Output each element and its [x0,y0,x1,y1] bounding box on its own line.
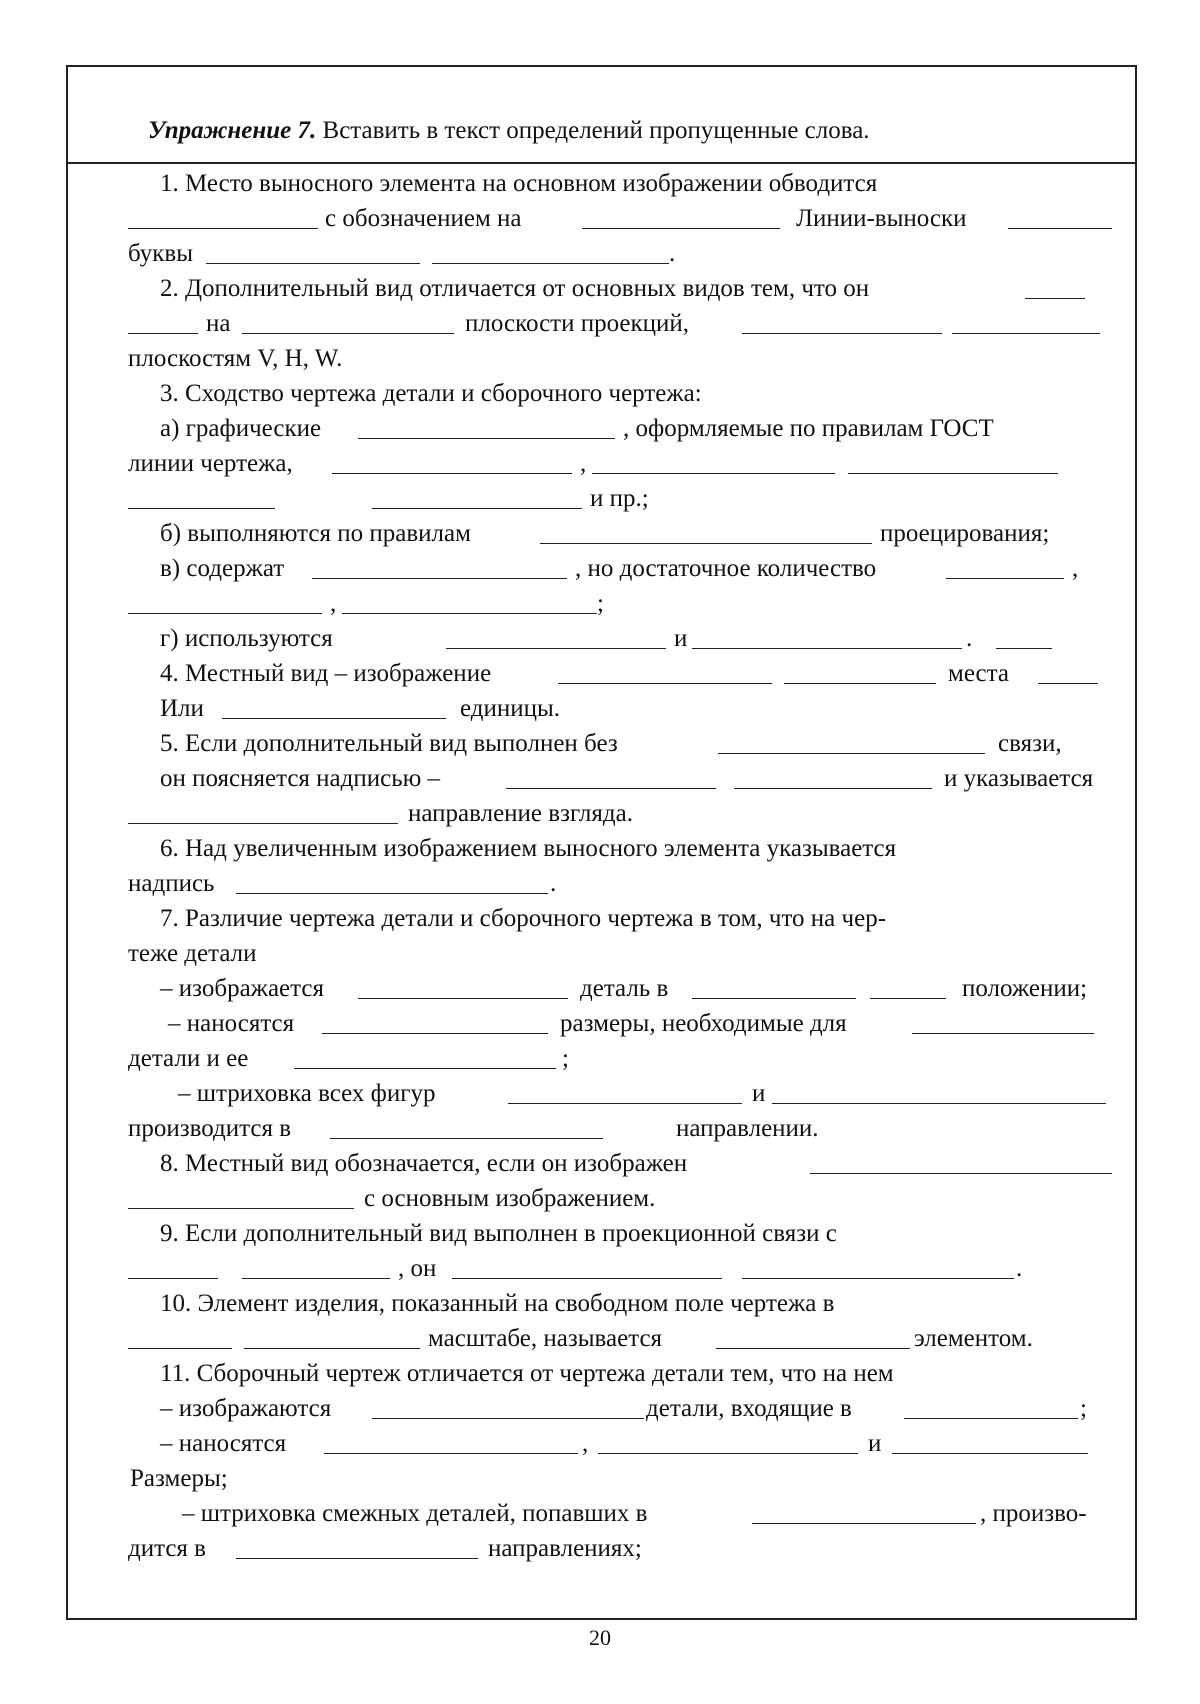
text-line [0,1357,1200,1391]
blank-line[interactable] [244,1348,420,1349]
line-text: единицы. [460,695,561,722]
line-text: и пр.; [590,485,649,512]
text-line [0,692,1200,726]
line-text: размеры, необходимые для [560,1010,847,1037]
blank-line[interactable] [128,1348,232,1349]
blank-line[interactable] [996,648,1052,649]
text-line [0,937,1200,971]
blank-line[interactable] [742,1278,1014,1279]
line-text: 4. Местный вид – изображение [160,660,492,687]
line-text: масштабе, называется [428,1325,663,1352]
line-text: , [330,590,337,617]
blank-line[interactable] [324,1453,578,1454]
blank-line[interactable] [432,263,669,264]
line-text: надпись [128,870,215,897]
blank-line[interactable] [784,683,936,684]
blank-line[interactable] [952,333,1100,334]
line-text: места [948,660,1009,687]
line-text: и [868,1430,882,1457]
line-text: деталь в [580,975,669,1002]
blank-line[interactable] [128,228,318,229]
text-line [0,867,1200,901]
blank-line[interactable] [892,1453,1088,1454]
line-text: детали и ее [128,1045,249,1072]
line-text: . [966,625,973,652]
line-text: 10. Элемент изделия, показанный на свободном поле чертежа в [160,1290,835,1317]
line-text: – наносятся [160,1430,287,1457]
line-text: на [206,310,231,337]
blank-line[interactable] [242,1278,390,1279]
blank-line[interactable] [848,473,1058,474]
text-line [0,1042,1200,1076]
line-text: плоскости проекций, [465,310,690,337]
line-text: с основным изображением. [364,1185,656,1212]
blank-line[interactable] [206,263,420,264]
line-text: ; [1080,1395,1087,1422]
line-text: – изображаются [160,1395,332,1422]
blank-line[interactable] [128,1278,218,1279]
blank-line[interactable] [358,438,615,439]
text-line [0,1392,1200,1426]
blank-line[interactable] [332,473,572,474]
line-text: детали, входящие в [646,1395,852,1422]
blank-line[interactable] [1025,298,1085,299]
line-text: а) графические [160,415,322,442]
text-line [0,1462,1200,1496]
text-line [0,377,1200,411]
line-text: 5. Если дополнительный вид выполнен без [160,730,618,757]
blank-line[interactable] [742,333,942,334]
text-line [0,587,1200,621]
line-text: 8. Местный вид обозначается, если он изображен [160,1150,688,1177]
blank-line[interactable] [342,613,597,614]
line-text: , [580,450,587,477]
text-line [0,902,1200,936]
line-text: 9. Если дополнительный вид выполнен в проекционной связи с [160,1220,837,1247]
blank-line[interactable] [598,1453,858,1454]
blank-line[interactable] [870,998,946,999]
line-text: направлении. [676,1115,819,1142]
text-line [0,1147,1200,1181]
blank-line[interactable] [222,718,446,719]
blank-line[interactable] [1008,228,1112,229]
line-text: ; [562,1045,569,1072]
line-text: теже детали [128,940,257,967]
line-text: ; [597,590,604,617]
blank-line[interactable] [242,333,454,334]
blank-line[interactable] [582,228,780,229]
text-line [0,1427,1200,1461]
text-line [0,832,1200,866]
blank-line[interactable] [718,753,985,754]
line-text: Размеры; [130,1465,228,1492]
text-line [0,657,1200,691]
blank-line[interactable] [236,893,548,894]
blank-line[interactable] [772,1103,1106,1104]
blank-line[interactable] [330,1138,603,1139]
text-line [0,342,1200,376]
blank-line[interactable] [558,683,772,684]
blank-line[interactable] [540,543,872,544]
line-text: , но достаточное количество [575,555,877,582]
line-text: – изображается [160,975,324,1002]
line-text: 3. Сходство чертежа детали и сборочного чертежа: [160,380,702,407]
text-line [0,1077,1200,1111]
blank-line[interactable] [692,648,962,649]
blank-line[interactable] [810,1173,1112,1174]
line-text: 7. Различие чертежа детали и сборочного чертежа в том, что на чер- [160,905,887,932]
line-text: 2. Дополнительный вид отличается от основных видов тем, что он [160,275,870,302]
text-line [0,272,1200,306]
blank-line[interactable] [322,1033,548,1034]
blank-line[interactable] [734,788,932,789]
blank-line[interactable] [236,1558,478,1559]
line-text: . [669,240,676,267]
blank-line[interactable] [128,333,198,334]
line-text: направлениях; [488,1535,642,1562]
text-line [0,972,1200,1006]
line-text: . [550,870,557,897]
blank-line[interactable] [128,613,322,614]
exercise-label: Упражнение 7. [148,117,317,144]
line-text: связи, [998,730,1062,757]
exercise-instruction: Вставить в текст определений пропущенные слова. [322,117,870,144]
line-text: , [582,1430,589,1457]
text-line [0,1287,1200,1321]
line-text: – наносятся [168,1010,295,1037]
line-text: 11. Сборочный чертеж отличается от чертежа детали тем, что на нем [160,1360,894,1387]
line-text: и указывается [944,765,1094,792]
line-text: 6. Над увеличенным изображением выносного элемента указывается [160,835,897,862]
line-text: производится в [128,1115,292,1142]
blank-line[interactable] [508,1103,742,1104]
text-line [0,482,1200,516]
line-text: линии чертежа, [128,450,293,477]
blank-line[interactable] [128,823,398,824]
blank-line[interactable] [294,1068,556,1069]
text-line [0,1007,1200,1041]
line-text: проецирования; [880,520,1050,547]
text-line [0,1322,1200,1356]
line-text: в) содержат [160,555,285,582]
blank-line[interactable] [1038,683,1098,684]
line-text: – штриховка смежных деталей, попавших в [182,1500,648,1527]
text-line [0,622,1200,656]
line-text: положении; [962,975,1088,1002]
line-text: элементом. [914,1325,1033,1352]
text-line [0,307,1200,341]
line-text: он поясняется надписью – [160,765,441,792]
text-line [0,237,1200,271]
line-text: Или [160,695,204,722]
text-line [0,797,1200,831]
line-text: направление взгляда. [408,800,633,827]
line-text: дится в [128,1535,206,1562]
text-line [0,1532,1200,1566]
line-text: , [1072,555,1079,582]
line-text: буквы [128,240,194,267]
blank-line[interactable] [692,998,856,999]
blank-line[interactable] [752,1523,976,1524]
text-line [0,762,1200,796]
text-line [0,1252,1200,1286]
blank-line[interactable] [446,648,666,649]
line-text: , он [398,1255,437,1282]
line-text: и [674,625,688,652]
text-line [0,202,1200,236]
text-line [0,727,1200,761]
line-text: . [1016,1255,1023,1282]
line-text: , произво- [980,1500,1087,1527]
line-text: , оформляемые по правилам ГОСТ [623,415,994,442]
text-line [0,167,1200,201]
text-line [0,1112,1200,1146]
line-text: плоскостям V, H, W. [128,345,343,372]
blank-line[interactable] [506,788,716,789]
line-text: с обозначением на [325,205,522,232]
blank-line[interactable] [372,1418,644,1419]
line-text: – штриховка всех фигур [178,1080,436,1107]
text-line [0,1497,1200,1531]
page-number: 20 [589,1625,611,1650]
blank-line[interactable] [372,508,582,509]
blank-line[interactable] [716,1348,910,1349]
text-line [0,447,1200,481]
line-text: и [752,1080,766,1107]
text-line [0,517,1200,551]
blank-line[interactable] [312,578,567,579]
blank-line[interactable] [904,1418,1078,1419]
blank-line[interactable] [946,578,1064,579]
blank-line[interactable] [128,1208,354,1209]
text-line [0,1217,1200,1251]
text-line [0,1182,1200,1216]
line-text: г) используются [160,625,333,652]
text-line [0,552,1200,586]
blank-line[interactable] [452,1278,722,1279]
text-line [0,412,1200,446]
blank-line[interactable] [358,998,568,999]
blank-line[interactable] [592,473,835,474]
line-text: 1. Место выносного элемента на основном изображении обводится [160,170,878,197]
blank-line[interactable] [128,508,275,509]
blank-line[interactable] [912,1033,1094,1034]
line-text: б) выполняются по правилам [160,520,471,547]
line-text: Линии-выноски [796,205,967,232]
